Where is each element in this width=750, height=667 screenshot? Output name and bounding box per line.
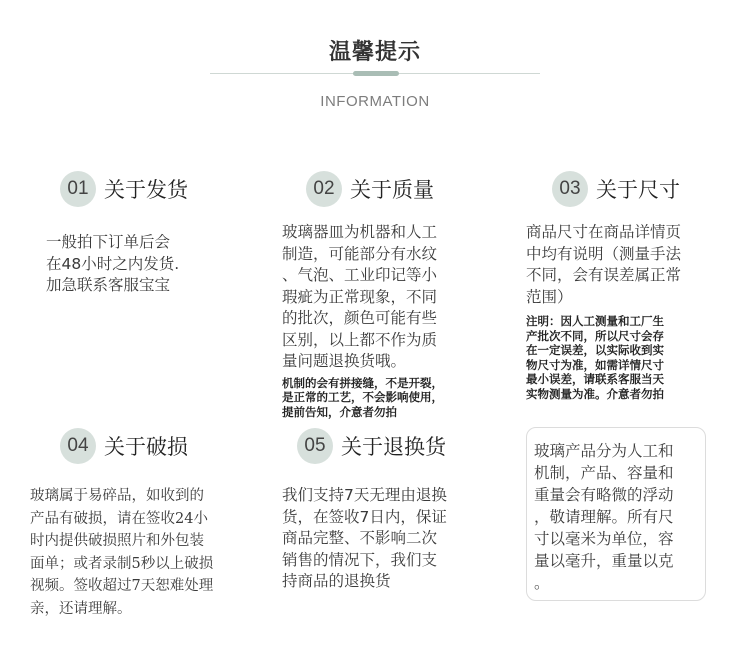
section-body: 我们支持7天无理由退换 货，在签收7日内，保证 商品完整、不影响二次 销售的情况下，我们支 持商品的退换货 — [282, 486, 447, 590]
section-body: 玻璃属于易碎品，如收到的 产品有破损，请在签收24小 时内提供破损照片和外包装 面单；或者录制5秒以上破损 视频。签收超过7天恕难处理 亲，还请理解。 — [30, 488, 214, 617]
section-header — [552, 170, 742, 208]
section-body: 商品尺寸在商品详情页 中均有说明（测量手法 不同，会有误差属正常 范围） — [526, 223, 682, 306]
page-subtitle: INFORMATION — [320, 93, 430, 110]
section-header — [60, 170, 260, 208]
section-title: 关于尺寸 — [596, 178, 680, 202]
section-title: 关于退换货 — [341, 435, 446, 459]
section-number-badge: 05 — [297, 428, 333, 464]
section-header — [60, 427, 280, 465]
section-header — [297, 427, 497, 465]
section-number-badge: 03 — [552, 171, 588, 207]
section-shipping — [46, 170, 260, 297]
section-damage — [30, 427, 280, 620]
section-number-badge: 01 — [60, 171, 96, 207]
section-title: 关于破损 — [104, 435, 188, 459]
section-header — [306, 170, 506, 208]
section-size — [526, 170, 742, 401]
section-title: 关于质量 — [350, 178, 434, 202]
section-body: 玻璃器皿为机器和人工 制造，可能部分有水纹 、气泡、工业印记等小 瑕疵为正常现象，不同 的批次，颜色可能有些 区别，以上都不作为质 量问题退换货哦。 — [282, 223, 438, 370]
section-number-badge: 02 — [306, 171, 342, 207]
title-divider-accent — [353, 71, 399, 76]
section-body: 一般拍下订单后会 在48小时之内发货. 加急联系客服宝宝 — [46, 233, 180, 294]
section-number-badge: 04 — [60, 428, 96, 464]
section-returns — [282, 427, 497, 593]
section-note: 注明：因人工测量和工厂生 产批次不同，所以尺寸会存 在一定误差，以实际收到实 物尺寸为准，如需详情尺寸 最小误差，请联系客服当天 实物测量为准。介意者勿拍 — [526, 314, 664, 401]
section-note: 机制的会有拼接缝，不是开裂， 是正常的工艺，不会影响使用， 提前告知，介意者勿拍 — [282, 375, 443, 419]
page-title: 温馨提示 — [328, 40, 421, 65]
notice-box-text: 玻璃产品分为人工和 机制，产品、容量和 重量会有略微的浮动 ，敬请理解。所有尺 寸以毫米为单位，容 量以毫升，重量以克 。 — [534, 442, 674, 592]
section-title: 关于发货 — [104, 178, 188, 202]
section-quality — [282, 170, 506, 419]
